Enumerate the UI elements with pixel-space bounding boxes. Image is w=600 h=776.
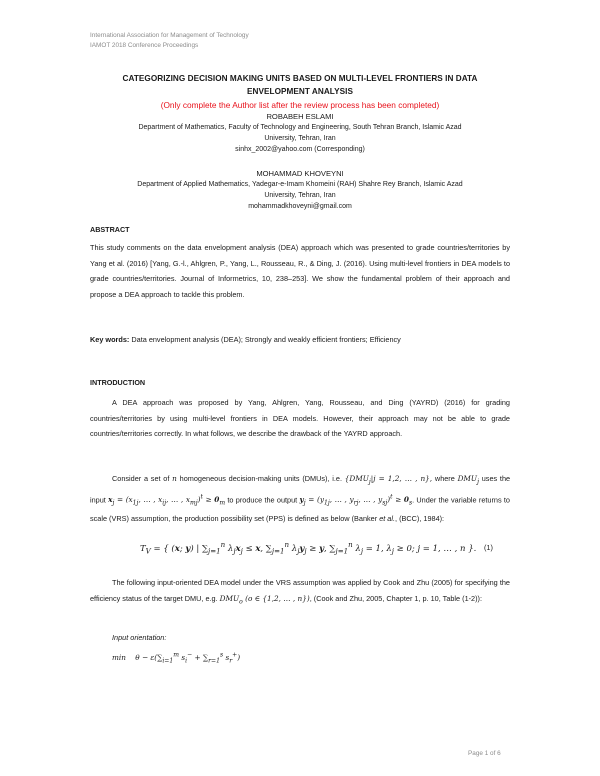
abstract-text: This study comments on the data envelopment analysis (DEA) approach which was presented to grade countries/territories by Yang et al. (2016) [Yang, G.-l., Ahlgren, P., Yang, L., Rousseau, R., & Ding, J. (2016). Using multi-level frontiers in DEA models to grade countries/territories. Journal of Informetrics, 10, 238–253]. We show the fundamental problem of their approach and propose a DEA approach to tackle this problem. — [90, 243, 510, 299]
equation-pps: $T_V$ = { (x; y) | $\sum_{j=1}^n$ $\lambda_jx_j \le x$, $\sum_{j=1}^n$ $\lambda_jy_j \ge y$, $\sum_{j=1}^n$ $\lambda_j = 1$, $\lambda_j \ge 0$; j = 1, … , n }. — [140, 540, 477, 556]
title-line-2: ENVELOPMENT ANALYSIS — [247, 86, 353, 96]
math-dmu-set: {$DMU_j|j = 1,2$, … , n}, — [344, 474, 433, 486]
author-name: ROBABEH ESLAMI — [266, 112, 334, 121]
keywords-label: Key words: — [90, 335, 130, 344]
intro-paragraph-3: The following input-oriented DEA model under the VRS assumption was applied by Cook and Zhu (2005) for specifying the efficiency status of the target DMU, e.g. $DMU_o$ (o ∈ {1,2, … , n}), (Cook and Zhu, 2005, Chapter 1, p. 10, Table (1-2)): — [90, 578, 510, 605]
equation-number: (1) — [484, 543, 493, 552]
math-input-vector: $x_j = (x_{1j}$, … , $x_{ij}$, … , $x_{mj})^t \ge 0_m$ — [108, 493, 226, 507]
review-note: (Only complete the Author list after the review process has been completed) — [160, 100, 440, 110]
header-line-2: IAMOT 2018 Conference Proceedings — [90, 42, 199, 49]
page-number: Page 1 of 6 — [468, 750, 501, 757]
abstract-heading: ABSTRACT — [90, 225, 130, 234]
introduction-heading: INTRODUCTION — [90, 378, 146, 387]
math-output-vector: $y_j = (y_{1j}$, … , $y_{rj}$, … , $y_{sj})^t \ge 0_s$ — [299, 493, 413, 507]
math-dmu-o: $DMU_o$ (o ∈ {1,2, … , n}) — [219, 593, 310, 605]
model-objective: min $\theta - \varepsilon(\sum_{i=1}^m$ $s_i^- + \sum_{r=1}^s$ $s_r^+$) — [112, 652, 241, 665]
author-affiliation: University, Tehran, Iran — [264, 135, 336, 142]
author-affiliation: Department of Mathematics, Faculty of Technology and Engineering, South Tehran Branch, Islamic Azad — [138, 124, 462, 131]
author-affiliation: University, Tehran, Iran — [264, 192, 336, 199]
math-dmu-j: $DMU_j$ — [457, 474, 479, 486]
header-line-1: International Association for Management of Technology — [90, 32, 249, 39]
running-header — [90, 31, 249, 51]
paper-title — [60, 73, 540, 98]
input-orientation-label: Input orientation: — [112, 633, 167, 642]
author-name: MOHAMMAD KHOVEYNI — [256, 169, 344, 178]
keywords — [90, 332, 510, 348]
intro-paragraph-1: A DEA approach was proposed by Yang, Ahlgren, Yang, Rousseau, and Ding (YAYRD) (2016) for grading countries/territories by using multi-level frontiers in DEA models. However, their approach may not be able to grade countries/territories correctly. In what follows, we describe the drawback of the YAYRD approach. — [90, 398, 510, 438]
math-n: n — [172, 474, 177, 483]
author-email: mohammadkhoveyni@gmail.com — [248, 203, 352, 210]
intro-paragraph-2: Consider a set of n homogeneous decision-making units (DMUs), i.e. {$DMU_j|j = 1,2$, … , n}, where $DMU_j$ uses the input $x_j = (x_{1j}$, … , $x_{ij}$, … , $x_{mj})^t \ge 0_m$ to produce the output $y_j = (y_{1j}$, … , $y_{rj}$, … , $y_{sj})^t \ge 0_s$. Under the variable returns to scale (VRS) assumption, the production possibility set (PPS) is defined as below (Banker et al., (BCC), 1984): — [90, 474, 511, 524]
author-email: sinhx_2002@yahoo.com (Corresponding) — [235, 146, 365, 153]
author-block-2 — [60, 168, 540, 212]
keywords-text: Data envelopment analysis (DEA); Strongly and weakly efficient frontiers; Efficiency — [131, 335, 401, 344]
author-block-1 — [60, 111, 540, 155]
author-affiliation: Department of Applied Mathematics, Yadegar-e-Imam Khomeini (RAH) Shahre Rey Branch, Islamic Azad — [137, 181, 463, 188]
title-line-1: CATEGORIZING DECISION MAKING UNITS BASED ON MULTI-LEVEL FRONTIERS IN DATA — [122, 74, 478, 83]
